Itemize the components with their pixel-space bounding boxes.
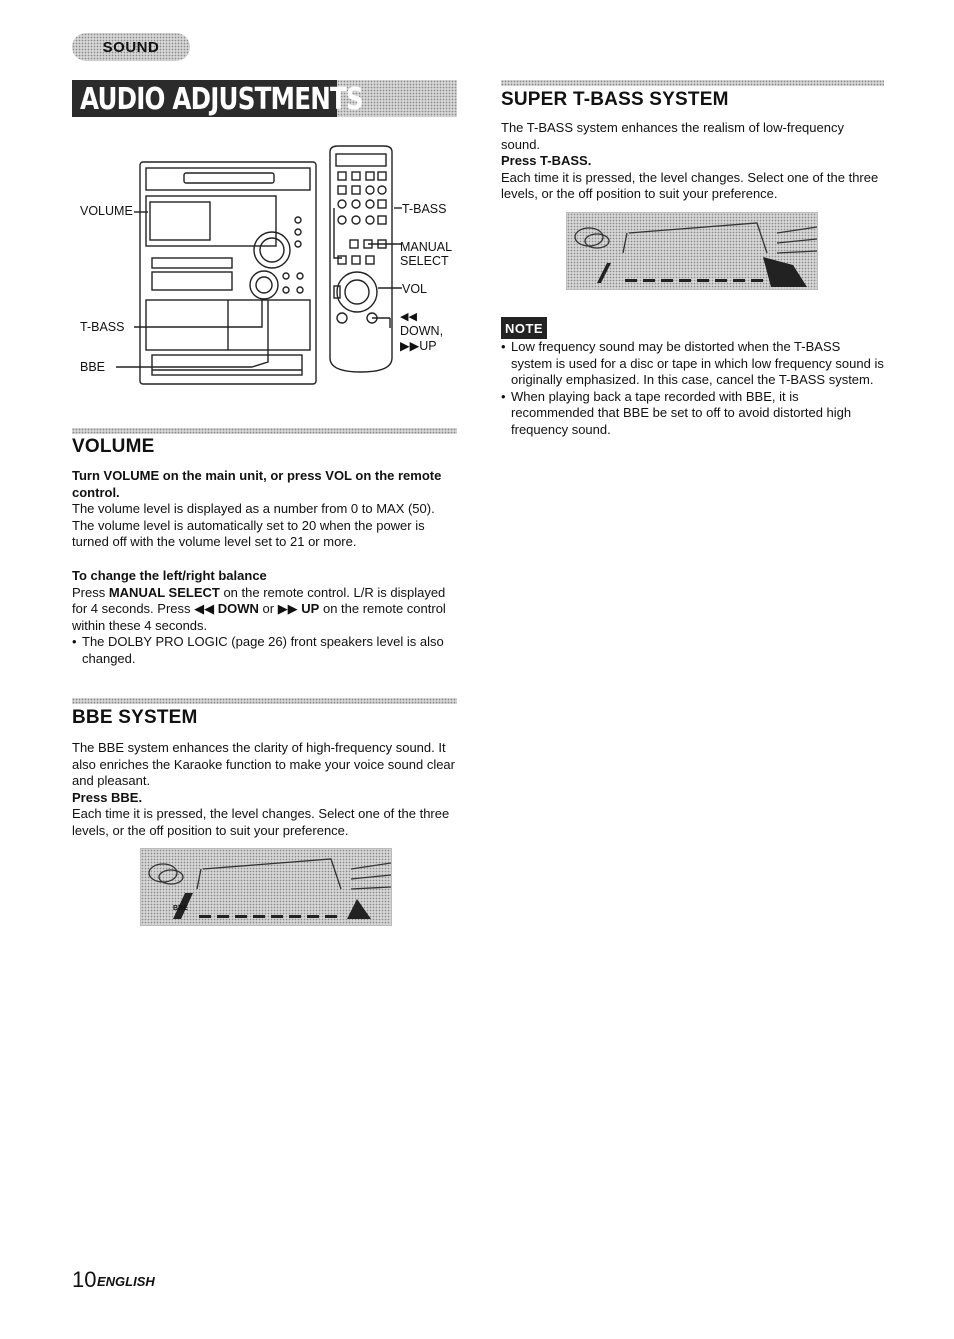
down-key: ◀◀ DOWN: [194, 601, 259, 617]
page-number: 10: [72, 1267, 97, 1292]
tbass-section: [501, 89, 884, 203]
unit-diagram: [72, 140, 462, 400]
note-badge: [501, 317, 547, 339]
balance-text-1: Press: [72, 584, 109, 600]
stereo-and-remote-illustration: [72, 140, 462, 400]
section-tab-label: SOUND: [102, 38, 160, 56]
label-select: SELECT: [400, 254, 449, 268]
tbass-display-image: [566, 212, 818, 290]
tbass-heading: SUPER T-BASS SYSTEM: [501, 89, 729, 110]
label-down: DOWN,: [400, 324, 444, 338]
section-tab: [72, 33, 190, 61]
page-title-bar: [72, 80, 457, 117]
bbe-heading: BBE SYSTEM: [72, 707, 198, 728]
label-manual: MANUAL: [400, 240, 453, 254]
label-up: ▶▶UP: [400, 339, 437, 353]
label-vol: VOL: [402, 282, 428, 296]
volume-section: [72, 436, 457, 668]
tbass-display-graphic: [567, 213, 817, 289]
note-item-1-text: Low frequency sound may be distorted when the T-BASS system is used for a disc or tape in which low frequency sound is originally emphasized. In this case, cancel the T-BASS system.: [511, 339, 884, 388]
volume-heading: VOLUME: [72, 436, 155, 457]
tbass-paragraph-2: Each time it is pressed, the level changes. Select one of the three levels, or the off position to suit your preference.: [501, 169, 879, 202]
label-t-bass-unit: T-BASS: [80, 320, 125, 334]
note-item-2-text: When playing back a tape recorded with BBE, it is recommended that BBE be set to off to avoid distorted high frequency sound.: [511, 388, 852, 437]
balance-paragraph: [72, 585, 457, 635]
balance-heading: To change the left/right balance: [72, 567, 267, 583]
balance-text-2: on the remote control. L/R is displayed for 4 seconds. Press: [72, 584, 446, 617]
bbe-paragraph-2: Each time it is pressed, the level changes. Select one of the three levels, or the off position to suit your preference.: [72, 806, 450, 838]
bbe-press: Press BBE.: [72, 789, 143, 805]
label-t-bass-remote: T-BASS: [402, 202, 447, 216]
page-title: AUDIO ADJUSTMENTS: [80, 82, 363, 117]
bbe-paragraph: The BBE system enhances the clarity of high-frequency sound. It also enriches the Karaoke function to make your voice sound clear and pleasant.: [72, 740, 455, 789]
note-list: [501, 339, 884, 439]
volume-paragraph: The volume level is displayed as a number from 0 to MAX (50). The volume level is automatically set to 20 when the power is turned off with the volume level set to 21 or more.: [72, 501, 435, 550]
tbass-rule: [501, 80, 884, 86]
balance-text-3: or: [258, 601, 278, 617]
footer-language: ENGLISH: [97, 1274, 155, 1289]
note-item-1: [501, 339, 884, 389]
bullet-dot: •: [501, 339, 506, 354]
bbe-display-label: BBE: [173, 905, 188, 912]
note-item-2: [501, 389, 884, 439]
bullet-dot: •: [72, 634, 77, 650]
dolby-bullet-text: The DOLBY PRO LOGIC (page 26) front speakers level is also changed.: [82, 634, 444, 666]
volume-rule: [72, 428, 457, 434]
balance-text-4: on the remote control within these 4 seconds.: [72, 601, 446, 633]
bbe-display-image: [140, 848, 392, 926]
tbass-paragraph: The T-BASS system enhances the realism of low-frequency sound.: [501, 120, 844, 152]
bullet-dot: •: [501, 388, 506, 404]
bbe-display-graphic: [141, 849, 391, 925]
label-volume: VOLUME: [80, 204, 133, 218]
bbe-section: [72, 707, 457, 840]
volume-instruction: Turn VOLUME on the main unit, or press VOL on the remote control.: [72, 468, 442, 500]
tbass-press: Press T-BASS.: [501, 153, 592, 169]
up-key: ▶▶ UP: [277, 601, 320, 617]
dolby-bullet: [72, 634, 457, 667]
label-bbe: BBE: [80, 360, 106, 374]
note-badge-label: NOTE: [504, 320, 544, 336]
label-down-arrow: ◀◀: [400, 311, 417, 323]
bbe-rule: [72, 698, 457, 704]
manual-select-key: MANUAL SELECT: [108, 584, 220, 600]
